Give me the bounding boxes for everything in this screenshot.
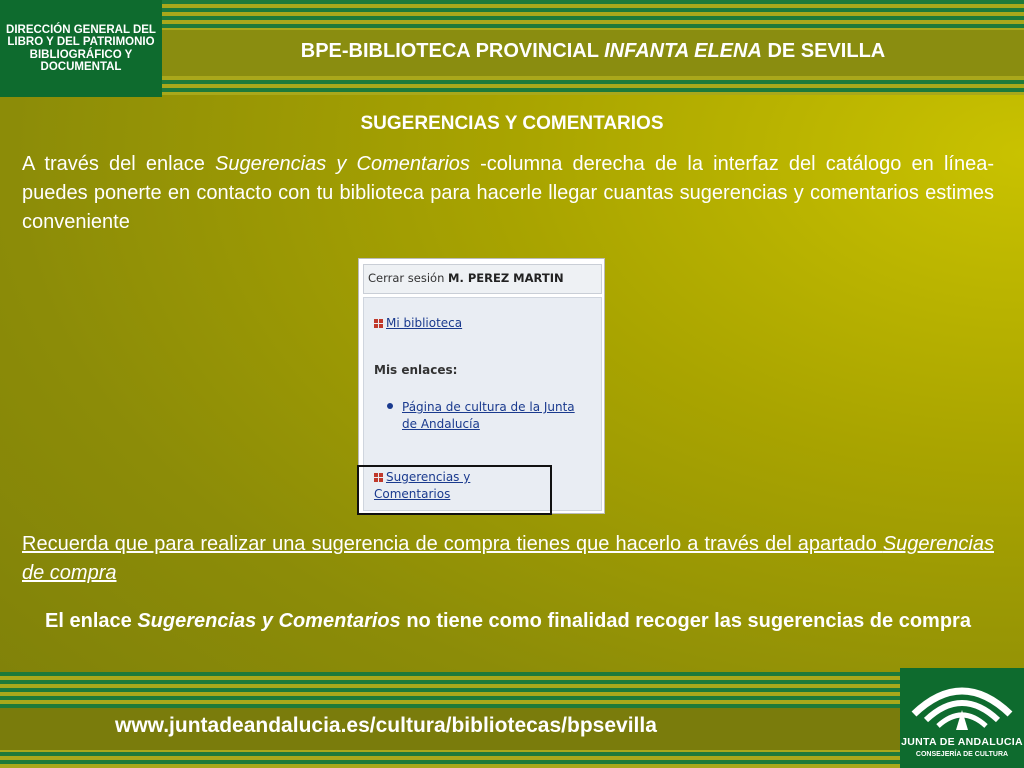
culture-link[interactable]: Página de cultura de la Junta de Andalucía [402, 400, 575, 431]
catalog-screenshot [358, 258, 605, 514]
culture-link-item[interactable] [402, 398, 592, 432]
reminder-paragraph[interactable] [22, 530, 994, 588]
my-library-link[interactable]: Mi biblioteca [386, 316, 463, 330]
session-bar [363, 264, 602, 294]
suggestions-link[interactable]: Sugerencias y Comentarios [374, 470, 471, 501]
intro-post: -columna derecha de la interfaz del catálogo en línea- puedes ponerte en contacto con tu biblioteca para hacerle llegar cuantas sugerencias y comentarios estimes conveniente [22, 153, 994, 233]
logo-title: JUNTA DE ANDALUCIA [901, 736, 1023, 748]
junta-logo [900, 668, 1024, 768]
section-title: SUGERENCIAS Y COMENTARIOS [360, 113, 664, 134]
intro-emphasis: Sugerencias y Comentarios [215, 153, 470, 175]
junta-emblem-icon [908, 674, 1016, 738]
reminder-emphasis: Sugerencias de compra [22, 533, 994, 584]
my-links-heading: Mis enlaces: [374, 363, 458, 377]
page-title [162, 40, 1024, 63]
logout-link[interactable]: Cerrar sesión [368, 271, 445, 285]
intro-pre: A través del enlace [22, 153, 216, 175]
highlight-box [357, 465, 552, 515]
title-post: DE SEVILLA [761, 40, 886, 62]
grid-icon [374, 319, 383, 328]
reminder-pre: Recuerda que para realizar una sugerencia de compra tienes que hacerlo a través del apartado [22, 533, 883, 555]
user-name: M. PEREZ MARTIN [448, 271, 564, 285]
intro-paragraph [22, 150, 994, 237]
note-emphasis: Sugerencias y Comentarios [137, 610, 401, 632]
org-label-box [0, 0, 162, 97]
bullet-icon [387, 403, 393, 409]
my-library-item[interactable] [374, 312, 462, 331]
footer-url[interactable]: www.juntadeandalucia.es/cultura/bibliotecas/bpsevilla [115, 714, 657, 737]
org-label: DIRECCIÓN GENERAL DEL LIBRO Y DEL PATRIMONIO BIBLIOGRÁFICO Y DOCUMENTAL [6, 23, 156, 73]
logo-subtitle: CONSEJERÍA DE CULTURA [915, 751, 1009, 758]
title-emphasis: INFANTA ELENA [604, 40, 762, 62]
note-paragraph [30, 606, 986, 637]
note-post: no tiene como finalidad recoger las sugerencias de compra [400, 610, 971, 632]
note-pre: El enlace [45, 610, 138, 632]
title-pre: BPE-BIBLIOTECA PROVINCIAL [300, 40, 605, 62]
